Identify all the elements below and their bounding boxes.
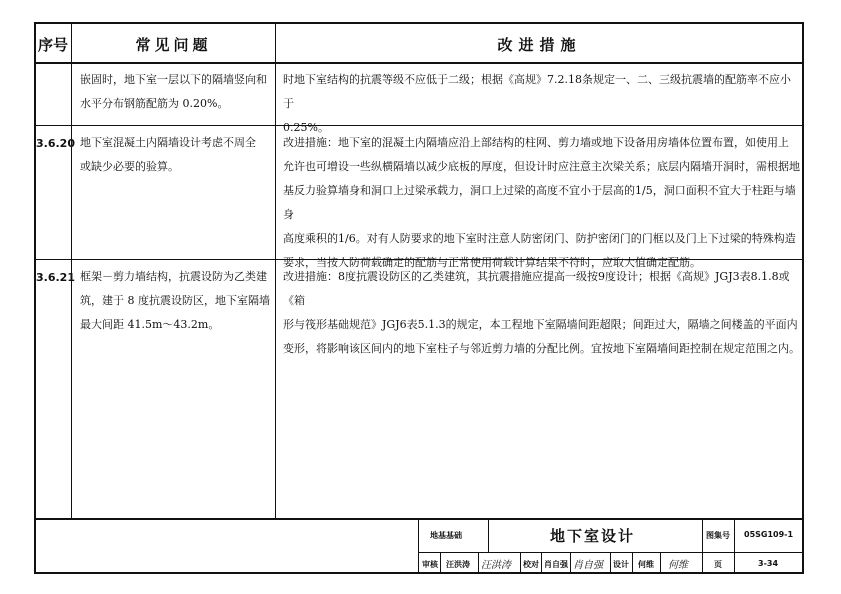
header-common-issue: 常见问题 (135, 36, 212, 54)
tb-category: 地基基础 (430, 531, 462, 540)
header-divider (34, 62, 804, 64)
title-block-top (34, 518, 804, 520)
header-sequence: 序号 (37, 36, 68, 54)
tb-v-sig-8 (660, 552, 661, 574)
header-improvement: 改进措施 (497, 36, 582, 54)
tb-designer: 何维 (638, 560, 654, 569)
tb-v-4 (734, 518, 735, 574)
tb-page-number: 3-34 (758, 559, 779, 568)
tb-check-label: 校对 (523, 560, 539, 569)
col-divider-1 (71, 22, 72, 518)
tb-v-sig-5 (570, 552, 571, 574)
tb-atlas-label: 图集号 (706, 531, 730, 540)
tb-v-sig-2 (478, 552, 479, 574)
row2-issue: 地下室混凝土内隔墙设计考虑不周全 或缺少必要的验算。 (80, 136, 256, 173)
row2-measure: 改进措施：地下室的混凝土内隔墙应沿上部结构的柱网、剪力墙或地下设备用房墙体位置布置，如使用上 允许也可增设一些纵横隔墙以减少底板的厚度，但设计时应注意主次梁关系；底层内隔墙开洞时，需根据地 基反力验算墙身和洞口上过梁承载力，洞口上过梁的高度不宜小于层高的1/5，洞口面积不宜大于柱距与墙身 高度乘积的1/6。对有人防要求的地下室时注意人防密闭门、防护密闭门的门框以及门上下过梁的特殊构造 要求，当按人防荷载确定的配筋与正常使用荷载计算结果不符时，应取大值确定配筋。 (283, 136, 800, 269)
row3-issue: 框架－剪力墙结构，抗震设防为乙类建 筑，建于 8 度抗震设防区，地下室隔墙 最大间距 41.5m～43.2m。 (80, 270, 270, 331)
tb-review-label: 审核 (422, 560, 438, 569)
tb-atlas-number: 05SG109-1 (744, 530, 794, 539)
tb-v-sig-3 (520, 552, 521, 574)
col-divider-2 (275, 22, 276, 518)
tb-checker: 肖自强 (544, 560, 568, 569)
row3-number: 3.6.21 (36, 271, 75, 284)
tb-v-2 (488, 518, 489, 552)
tb-design-label: 设计 (613, 560, 629, 569)
tb-page-label: 页 (714, 560, 722, 569)
title-block-mid (418, 552, 804, 553)
tb-drawing-title: 地下室设计 (550, 527, 636, 545)
row1-measure: 时地下室结构的抗震等级不应低于二级；根据《高规》7.2.18条规定一、二、三级抗震墙的配筋率不应小于 0.25%。 (283, 73, 791, 134)
tb-v-sig-6 (610, 552, 611, 574)
tb-v-sig-7 (632, 552, 633, 574)
tb-v-sig-4 (541, 552, 542, 574)
row1-issue: 嵌固时，地下室一层以下的隔墙竖向和 水平分布钢筋配筋为 0.20%。 (80, 73, 267, 110)
row3-measure: 改进措施：8度抗震设防区的乙类建筑，其抗震措施应提高一级按9度设计；根据《高规》JGJ3表8.1.8或《箱 形与筏形基础规范》JGJ6表5.1.3的规定，本工程地下室隔墙间距超限；间距过大，隔墙之间楼盖的平面内 变形，将影响该区间内的地下室柱子与邻近剪力墙的分配比例。宜按地下室隔墙间距控制在规定范围之内。 (283, 270, 800, 355)
tb-reviewer-signature: 汪洪涛 (481, 560, 511, 571)
tb-checker-signature: 肖自强 (573, 560, 603, 571)
tb-v-sig-1 (440, 552, 441, 574)
tb-v-3 (702, 518, 703, 574)
tb-designer-signature: 何维 (668, 560, 688, 571)
tb-reviewer: 汪洪涛 (446, 560, 470, 569)
row2-number: 3.6.20 (36, 137, 75, 150)
tb-v-1 (418, 518, 419, 574)
